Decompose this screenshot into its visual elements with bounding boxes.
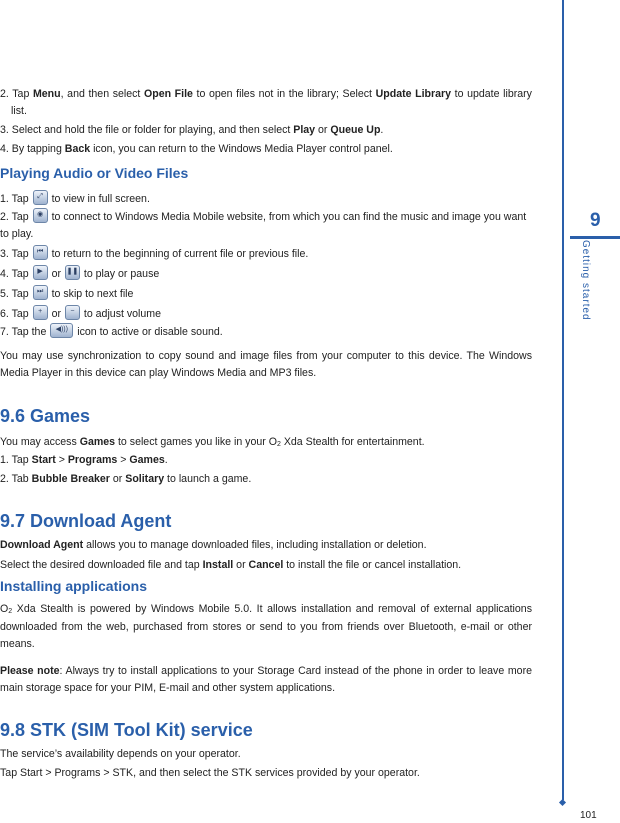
games-step-2: 2. Tab Bubble Breaker or Solitary to launch a game. [0,473,252,485]
download-paragraph-2: Select the desired downloaded file and tap Install or Cancel to install the file or cancel installation. [0,559,462,571]
diamond-marker [559,799,566,806]
chapter-number: 9 [590,210,601,231]
chapter-title: Getting started [580,240,591,321]
games-paragraph-1: You may access Games to select games you like in your $O_2$ Xda Stealth for entertainment. [0,436,425,448]
next-icon: ⏭ [33,285,48,300]
stk-paragraph-1: The service’s availability depends on your operator. [0,748,241,760]
download-paragraph-1: Download Agent allows you to manage downloaded files, including installation or deletion. [0,539,427,551]
playing-step-3: 3. Tap ⏮ to return to the beginning of current file or previous file. [0,245,532,263]
games-heading: 9.6 Games [0,406,91,426]
speaker-icon: ◀))) [50,323,73,338]
step-4: 4. By tapping Back icon, you can return to the Windows Media Player control panel. [0,143,393,155]
play-icon: ▶ [33,265,48,280]
games-step-1: 1. Tap Start > Programs > Games. [0,454,168,466]
step-3: 3. Select and hold the file or folder for playing, and then select Play or Queue Up. [0,124,384,136]
sync-paragraph: You may use synchronization to copy sound and image files from your computer to this device. The Windows Media Player in this device can play Windows Media and MP3 files. [0,350,532,379]
step-2: 2. Tap Menu, and then select Open File to open files not in the library; Select Update Library to update library list. [0,88,532,117]
web-icon: ◉ [33,208,48,223]
playing-step-7: 7. Tap the ◀))) icon to active or disable sound. [0,323,532,341]
page-content [0,86,532,782]
playing-steps [0,190,532,341]
pause-icon: ❚❚ [65,265,80,280]
page-number: 101 [580,810,597,821]
playing-step-4: 4. Tap ▶ or ❚❚ to play or pause [0,265,532,283]
volume-down-icon: − [65,305,80,320]
installing-heading: Installing applications [0,578,148,594]
fullscreen-icon: ⤢ [33,190,48,205]
download-heading: 9.7 Download Agent [0,511,172,531]
playing-step-5: 5. Tap ⏭ to skip to next file [0,285,532,303]
stk-paragraph-2: Tap Start > Programs > STK, and then select the STK services provided by your operator. [0,767,420,779]
playing-step-6: 6. Tap + or − to adjust volume [0,305,532,323]
previous-icon: ⏮ [33,245,48,260]
volume-up-icon: + [33,305,48,320]
playing-step-2: 2. Tap ◉ to connect to Windows Media Mobile website, from which you can find the music and image you want to play. [0,208,532,243]
please-note: Please note: Always try to install applications to your Storage Card instead of the phone in order to leave more main storage space for your PIM, E-mail and other system applications. [0,665,532,694]
chapter-divider-line [562,0,564,800]
stk-heading: 9.8 STK (SIM Tool Kit) service [0,720,253,740]
playing-heading: Playing Audio or Video Files [0,165,189,181]
installing-paragraph: $O_2$ Xda Stealth is powered by Windows Mobile 5.0. It allows installation and removal of external applications downloaded from the web, purchased from stores or send to you from friends over Bluetooth, e-mail or other means. [0,603,532,650]
playing-step-1: 1. Tap ⤢ to view in full screen. [0,190,532,208]
chapter-tab-bar [570,236,620,239]
